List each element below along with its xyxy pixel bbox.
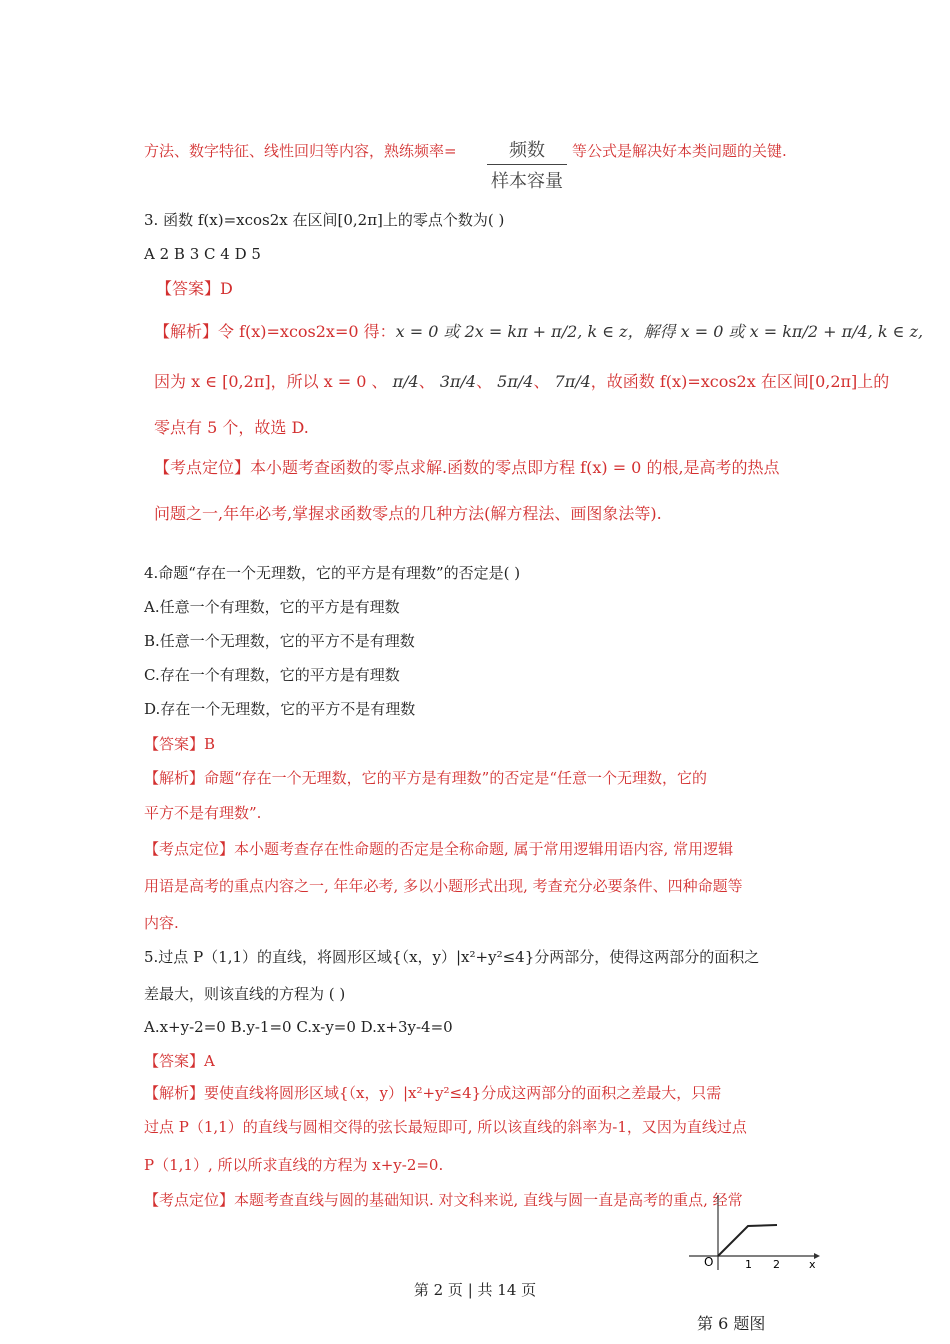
q3-analysis-2b: π/4 [392,372,419,391]
q5-options: A.x+y-2=0 B.y-1=0 C.x-y=0 D.x+3y-4=0 [144,1018,453,1036]
x-axis-label: x [809,1258,816,1271]
q3-analysis-1e: kπ/2 [782,322,819,341]
fraction-denominator: 样本容量 [491,171,563,192]
q3-question: 3. 函数 f(x)=xcos2x 在区间[0,2π]上的零点个数为( ) [144,211,505,229]
intro-text-before: 方法、数字特征、线性回归等内容，熟练频率= [144,142,457,160]
q3-analysis-2d: 5π/4 [497,372,534,391]
frequency-fraction [487,136,567,193]
fraction-numerator: 频数 [509,140,545,161]
q3-analysis-2c: 3π/4 [439,372,477,391]
q3-options: A 2 B 3 C 4 D 5 [144,245,261,263]
q3-analysis-line3: 零点有 5 个，故选 D. [154,418,309,437]
q6-graph [684,1190,824,1275]
q4-answer: 【答案】B [144,735,216,753]
q3-analysis-line1 [154,322,923,342]
q3-analysis-1h: , k ∈ z, [867,322,924,341]
q5-question-line2: 差最大，则该直线的方程为 ( ) [144,985,346,1003]
q4-analysis-line2: 平方不是有理数”. [144,804,262,822]
piecewise-line [718,1225,777,1256]
q5-analysis-line1: 【解析】要使直线将圆形区域{（x，y）|x²+y²≤4}分成这两部分的面积之差最大，只需 [144,1084,722,1102]
q3-kaodian-line1: 【考点定位】本小题考查函数的零点求解.函数的零点即方程 f(x) = 0 的根,是高考的热点 [154,458,780,477]
page-footer: 第 2 页 | 共 14 页 [413,1281,537,1299]
q3-analysis-1c: π/2 [551,322,578,341]
q3-analysis-2f: ，故函数 f(x)=xcos2x 在区间[0,2π]上的 [590,372,890,391]
q3-analysis-1b: x = 0 或 2x = kπ + [395,322,552,341]
q3-kaodian-line2: 问题之一,年年必考,掌握求函数零点的几种方法(解方程法、画图象法等). [154,504,662,523]
origin-label: O [704,1255,714,1269]
tick-label-2: 2 [773,1258,780,1271]
q3-analysis-1a: 【解析】令 f(x)=xcos2x=0 得： [154,322,396,341]
q5-kaodian-line1: 【考点定位】本题考查直线与圆的基础知识. 对文科来说, 直线与圆一直是高考的重点, 经常 [144,1191,743,1209]
q3-analysis-line2: 因为 x ∈ [0,2π]，所以 x = 0 、 π/4、 3π/4、 5π/4、 7π/4，故函数 f(x)=xcos2x 在区间[0,2π]上的 [154,372,890,391]
intro-text-after: 等公式是解决好本类问题的关键. [572,142,787,160]
q4-analysis-line1: 【解析】命题“存在一个无理数，它的平方是有理数”的否定是“任意一个无理数，它的 [144,769,708,787]
q4-kaodian-line3: 内容. [144,914,179,932]
q3-analysis-2e: 7π/4 [554,372,591,391]
q3-analysis-2a: 因为 x ∈ [0,2π]，所以 x = 0 、 [154,372,388,391]
q5-analysis-line2: 过点 P（1,1）的直线与圆相交得的弦长最短即可, 所以该直线的斜率为-1，又因为直线过点 [144,1118,747,1136]
q4-option-c: C.存在一个有理数，它的平方是有理数 [144,666,400,684]
q3-analysis-1g: π/4 [841,322,868,341]
q5-question-line1: 5.过点 P（1,1）的直线，将圆形区域{（x，y）|x²+y²≤4}分两部分，使得这两部分的面积之 [144,948,760,966]
q4-option-b: B.任意一个无理数，它的平方不是有理数 [144,632,415,650]
figure-caption: 第 6 题图 [697,1314,766,1333]
q4-kaodian-line2: 用语是高考的重点内容之一, 年年必考, 多以小题形式出现, 考查充分必要条件、四种命题等 [144,877,743,895]
q5-answer: 【答案】A [144,1052,215,1070]
q3-answer: 【答案】D [156,279,233,298]
q3-analysis-1f: + [818,322,842,341]
intro-line [144,141,457,161]
q5-analysis-line3: P（1,1）, 所以所求直线的方程为 x+y-2=0. [144,1156,444,1174]
q4-option-d: D.存在一个无理数，它的平方不是有理数 [144,700,416,718]
tick-label-1: 1 [745,1258,752,1271]
q3-analysis-1d: , k ∈ z，解得 x = 0 或 x = [577,322,783,341]
q4-kaodian-line1: 【考点定位】本小题考查存在性命题的否定是全称命题, 属于常用逻辑用语内容, 常用逻辑 [144,840,734,858]
q4-question: 4.命题“存在一个无理数，它的平方是有理数”的否定是( ) [144,564,521,582]
q4-option-a: A.任意一个有理数，它的平方是有理数 [144,598,400,616]
